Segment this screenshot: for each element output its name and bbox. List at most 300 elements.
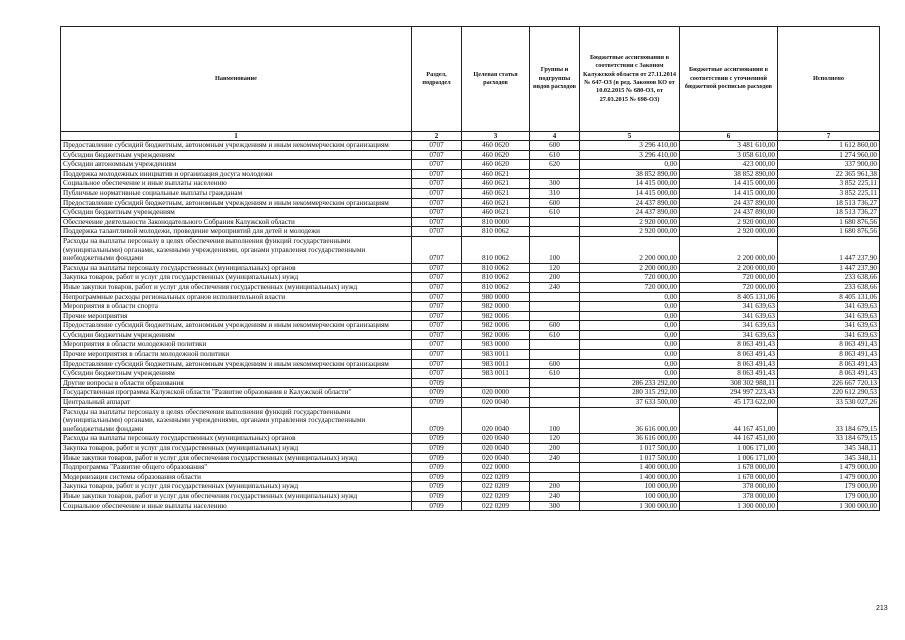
row-executed-cell: 1 447 237,90 [778,263,880,273]
row-revised-cell: 8 405 131,06 [680,292,778,302]
row-approved-cell: 14 415 000,00 [580,188,680,198]
row-approved-cell: 2 200 000,00 [580,263,680,273]
row-section-cell: 0707 [412,282,462,292]
row-target-cell: 460 0621 [462,169,530,179]
row-revised-cell: 14 415 000,00 [680,179,778,189]
row-section-cell: 0707 [412,198,462,208]
row-section-cell: 0709 [412,398,462,408]
row-revised-cell: 341 639,63 [680,321,778,331]
row-approved-cell: 0,00 [580,369,680,379]
table-row [61,444,880,454]
row-revised-cell: 720 000,00 [680,273,778,283]
row-section-cell: 0707 [412,208,462,218]
row-approved-cell: 24 437 890,00 [580,198,680,208]
row-target-cell: 022 0209 [462,501,530,511]
row-executed-cell: 1 300 000,00 [778,501,880,511]
row-name-cell: Расходы на выплаты персоналу в целях обеспечения выполнения функций государственными (муниципальными) органами, казенными учреждениями, органами управления государственными внебюджетными фондами [61,407,412,434]
row-approved-cell: 280 315 292,00 [580,388,680,398]
row-section-cell: 0707 [412,302,462,312]
row-approved-cell: 3 296 410,00 [580,150,680,160]
row-group-cell [530,340,580,350]
table-row [61,208,880,218]
row-name-cell: Центральный аппарат [61,398,412,408]
table-row [61,150,880,160]
row-revised-cell: 8 063 491,43 [680,359,778,369]
row-name-cell: Социальное обеспечение и иные выплаты населению [61,179,412,189]
row-name-cell: Расходы на выплаты персоналу государственных (муниципальных) органов [61,263,412,273]
row-section-cell: 0707 [412,188,462,198]
row-revised-cell: 341 639,63 [680,330,778,340]
budget-sheet [60,26,879,511]
table-row [61,463,880,473]
table-row [61,359,880,369]
row-revised-cell: 8 063 491,43 [680,350,778,360]
row-section-cell: 0707 [412,369,462,379]
row-executed-cell: 22 365 961,38 [778,169,880,179]
table-row [61,453,880,463]
row-target-cell: 020 0000 [462,388,530,398]
row-section-cell: 0707 [412,292,462,302]
row-target-cell: 810 0062 [462,263,530,273]
row-name-cell: Расходы на выплаты персоналу в целях обеспечения выполнения функций государственными (муниципальными) органами, казенными учреждениями, органами управления государственными внебюджетными фондами [61,236,412,263]
row-revised-cell: 45 173 622,00 [680,398,778,408]
row-group-cell: 610 [530,208,580,218]
row-target-cell: 982 0000 [462,302,530,312]
table-row [61,350,880,360]
row-revised-cell: 2 920 000,00 [680,227,778,237]
row-name-cell: Мероприятия в области молодежной политики [61,340,412,350]
row-approved-cell: 0,00 [580,311,680,321]
row-target-cell: 022 0209 [462,482,530,492]
row-group-cell [530,227,580,237]
row-approved-cell: 0,00 [580,330,680,340]
table-row [61,282,880,292]
budget-table [60,26,880,511]
row-name-cell: Мероприятия в области спорта [61,302,412,312]
row-executed-cell: 1 612 860,00 [778,141,880,151]
row-section-cell: 0707 [412,150,462,160]
row-executed-cell: 33 184 679,15 [778,407,880,434]
table-row [61,378,880,388]
row-revised-cell: 341 639,63 [680,302,778,312]
row-target-cell: 460 0620 [462,150,530,160]
row-name-cell: Государственная программа Калужской области "Развитие образования в Калужской области" [61,388,412,398]
row-approved-cell: 0,00 [580,292,680,302]
row-approved-cell: 0,00 [580,302,680,312]
row-name-cell: Поддержка молодежных инициатив и организация досуга молодежи [61,169,412,179]
row-group-cell: 610 [530,150,580,160]
row-group-cell: 120 [530,263,580,273]
row-section-cell: 0707 [412,160,462,170]
row-target-cell: 460 0621 [462,188,530,198]
table-row [61,236,880,263]
table-row [61,227,880,237]
row-group-cell: 200 [530,273,580,283]
row-executed-cell: 8 063 491,43 [778,359,880,369]
row-executed-cell: 220 612 290,53 [778,388,880,398]
table-row [61,472,880,482]
row-executed-cell: 8 063 491,43 [778,340,880,350]
row-approved-cell: 2 920 000,00 [580,227,680,237]
row-executed-cell: 33 530 027,26 [778,398,880,408]
row-approved-cell: 14 415 000,00 [580,179,680,189]
row-name-cell: Непрограммные расходы региональных органов исполнительной власти [61,292,412,302]
row-revised-cell: 378 000,00 [680,482,778,492]
row-target-cell: 983 0000 [462,340,530,350]
row-group-cell: 300 [530,179,580,189]
row-revised-cell: 8 063 491,43 [680,369,778,379]
row-revised-cell: 341 639,63 [680,311,778,321]
row-name-cell: Иные закупки товаров, работ и услуг для обеспечения государственных (муниципальных) нужд [61,282,412,292]
row-name-cell: Субсидии бюджетным учреждениям [61,150,412,160]
row-section-cell: 0709 [412,388,462,398]
row-group-cell: 600 [530,321,580,331]
row-executed-cell: 233 638,66 [778,273,880,283]
row-executed-cell: 341 639,63 [778,330,880,340]
row-approved-cell: 0,00 [580,340,680,350]
row-section-cell: 0707 [412,359,462,369]
row-target-cell: 460 0621 [462,208,530,218]
table-row [61,292,880,302]
header-approved: Бюджетные ассигнования в соответствии с Законом Калужской области от 27.11.2014 № 647-ОЗ (в ред. Законов КО от 10.02.2015 № 680-ОЗ, от 27.03.2015 № 698-ОЗ) [580,27,680,132]
row-revised-cell: 14 415 000,00 [680,188,778,198]
header-section: Раздел, подраздел [412,27,462,132]
table-row [61,179,880,189]
row-revised-cell: 308 302 988,11 [680,378,778,388]
row-revised-cell: 2 200 000,00 [680,236,778,263]
row-approved-cell: 1 017 500,00 [580,444,680,454]
row-executed-cell: 341 639,63 [778,311,880,321]
row-name-cell: Субсидии бюджетным учреждениям [61,369,412,379]
row-executed-cell: 1 479 000,00 [778,463,880,473]
row-group-cell [530,311,580,321]
row-section-cell: 0709 [412,444,462,454]
row-group-cell [530,463,580,473]
row-target-cell: 020 0040 [462,453,530,463]
row-section-cell: 0707 [412,330,462,340]
row-target-cell: 020 0040 [462,434,530,444]
row-section-cell: 0709 [412,463,462,473]
row-section-cell: 0707 [412,340,462,350]
row-name-cell: Социальное обеспечение и иные выплаты населению [61,501,412,511]
column-number: 1 [61,132,412,141]
row-executed-cell: 226 667 720,13 [778,378,880,388]
row-approved-cell: 0,00 [580,359,680,369]
row-revised-cell: 24 437 890,00 [680,198,778,208]
row-revised-cell: 2 200 000,00 [680,263,778,273]
row-name-cell: Закупка товаров, работ и услуг для государственных (муниципальных) нужд [61,273,412,283]
table-row [61,198,880,208]
row-target-cell: 460 0620 [462,160,530,170]
row-group-cell [530,398,580,408]
row-group-cell: 600 [530,359,580,369]
row-group-cell: 240 [530,491,580,501]
row-name-cell: Подпрограмма "Развитие общего образования" [61,463,412,473]
row-section-cell: 0707 [412,321,462,331]
row-revised-cell: 8 063 491,43 [680,340,778,350]
row-group-cell: 610 [530,330,580,340]
row-group-cell [530,350,580,360]
row-target-cell: 810 0062 [462,227,530,237]
header-target: Целевая статья расходов [462,27,530,132]
row-revised-cell: 294 997 223,43 [680,388,778,398]
table-row [61,482,880,492]
row-approved-cell: 1 400 000,00 [580,463,680,473]
row-approved-cell: 286 233 292,00 [580,378,680,388]
column-number: 5 [580,132,680,141]
row-target-cell: 460 0621 [462,179,530,189]
row-group-cell: 600 [530,198,580,208]
row-section-cell: 0709 [412,453,462,463]
row-revised-cell: 1 678 000,00 [680,463,778,473]
table-row [61,369,880,379]
row-section-cell: 0707 [412,227,462,237]
row-target-cell: 982 0006 [462,321,530,331]
row-target-cell: 022 0000 [462,463,530,473]
row-executed-cell: 33 184 679,15 [778,434,880,444]
row-target-cell: 983 0011 [462,359,530,369]
row-group-cell: 240 [530,453,580,463]
row-approved-cell: 0,00 [580,160,680,170]
row-section-cell: 0709 [412,482,462,492]
table-row [61,217,880,227]
row-executed-cell: 1 479 000,00 [778,472,880,482]
row-name-cell: Субсидии бюджетным учреждениям [61,208,412,218]
row-name-cell: Иные закупки товаров, работ и услуг для обеспечения государственных (муниципальных) нужд [61,453,412,463]
row-approved-cell: 1 300 000,00 [580,501,680,511]
table-header-row [61,27,880,132]
table-row [61,160,880,170]
row-executed-cell: 8 405 131,06 [778,292,880,302]
row-target-cell: 983 0011 [462,369,530,379]
row-executed-cell: 337 900,00 [778,160,880,170]
table-row [61,311,880,321]
row-target-cell: 982 0006 [462,311,530,321]
row-section-cell: 0709 [412,407,462,434]
row-executed-cell: 1 447 237,90 [778,236,880,263]
row-section-cell: 0707 [412,236,462,263]
row-section-cell: 0709 [412,472,462,482]
row-name-cell: Предоставление субсидий бюджетным, автономным учреждениям и иным некоммерческим организациям [61,321,412,331]
row-target-cell: 810 0062 [462,273,530,283]
row-group-cell [530,378,580,388]
row-executed-cell: 3 852 225,11 [778,179,880,189]
row-group-cell: 200 [530,444,580,454]
row-executed-cell: 345 348,11 [778,444,880,454]
row-section-cell: 0709 [412,378,462,388]
row-executed-cell: 341 639,63 [778,302,880,312]
table-row [61,491,880,501]
row-name-cell: Предоставление субсидий бюджетным, автономным учреждениям и иным некоммерческим организациям [61,198,412,208]
row-target-cell: 460 0621 [462,198,530,208]
row-name-cell: Другие вопросы в области образования [61,378,412,388]
row-name-cell: Публичные нормативные социальные выплаты гражданам [61,188,412,198]
row-group-cell [530,169,580,179]
row-target-cell: 022 0209 [462,472,530,482]
row-executed-cell: 233 638,66 [778,282,880,292]
row-approved-cell: 24 437 890,00 [580,208,680,218]
header-revised: Бюджетные ассигнования в соответствии с уточненной бюджетной росписью расходов [680,27,778,132]
row-group-cell: 610 [530,369,580,379]
row-section-cell: 0709 [412,501,462,511]
row-approved-cell: 2 920 000,00 [580,217,680,227]
table-row [61,407,880,434]
row-name-cell: Закупка товаров, работ и услуг для государственных (муниципальных) нужд [61,482,412,492]
row-revised-cell: 423 000,00 [680,160,778,170]
row-approved-cell: 37 633 500,00 [580,398,680,408]
row-section-cell: 0709 [412,434,462,444]
row-executed-cell: 18 513 736,27 [778,198,880,208]
row-target-cell: 020 0040 [462,444,530,454]
row-revised-cell: 44 167 451,00 [680,407,778,434]
row-executed-cell: 341 639,63 [778,321,880,331]
row-group-cell [530,302,580,312]
row-approved-cell: 1 017 500,00 [580,453,680,463]
row-group-cell [530,472,580,482]
row-revised-cell: 24 437 890,00 [680,208,778,218]
row-approved-cell: 100 000,00 [580,482,680,492]
row-name-cell: Модернизация системы образования области [61,472,412,482]
row-approved-cell: 38 852 890,00 [580,169,680,179]
row-target-cell: 020 0040 [462,398,530,408]
row-revised-cell: 2 920 000,00 [680,217,778,227]
table-row [61,169,880,179]
row-group-cell: 100 [530,236,580,263]
row-section-cell: 0707 [412,350,462,360]
row-section-cell: 0707 [412,169,462,179]
row-approved-cell: 100 000,00 [580,491,680,501]
row-name-cell: Предоставление субсидий бюджетным, автономным учреждениям и иным некоммерческим организациям [61,359,412,369]
table-row [61,141,880,151]
table-row [61,398,880,408]
row-group-cell: 310 [530,188,580,198]
row-section-cell: 0707 [412,273,462,283]
row-approved-cell: 3 296 410,00 [580,141,680,151]
row-group-cell: 100 [530,407,580,434]
row-name-cell: Закупка товаров, работ и услуг для государственных (муниципальных) нужд [61,444,412,454]
row-executed-cell: 179 000,00 [778,482,880,492]
row-revised-cell: 1 678 000,00 [680,472,778,482]
row-target-cell: 020 0040 [462,407,530,434]
row-executed-cell: 8 063 491,43 [778,350,880,360]
row-section-cell: 0707 [412,141,462,151]
row-target-cell: 980 0000 [462,292,530,302]
row-name-cell: Поддержка талантливой молодежи, проведение мероприятий для детей и молодежи [61,227,412,237]
row-approved-cell: 720 000,00 [580,273,680,283]
column-number: 4 [530,132,580,141]
row-group-cell [530,292,580,302]
row-name-cell: Субсидии бюджетным учреждениям [61,330,412,340]
row-group-cell: 600 [530,141,580,151]
row-approved-cell: 36 616 000,00 [580,407,680,434]
row-target-cell: 022 0209 [462,491,530,501]
table-row [61,321,880,331]
row-section-cell: 0709 [412,491,462,501]
row-target-cell: 982 0006 [462,330,530,340]
row-approved-cell: 720 000,00 [580,282,680,292]
row-approved-cell: 0,00 [580,350,680,360]
row-revised-cell: 378 000,00 [680,491,778,501]
row-name-cell: Прочие мероприятия в области молодежной политики [61,350,412,360]
row-revised-cell: 720 000,00 [680,282,778,292]
row-section-cell: 0707 [412,179,462,189]
column-number: 3 [462,132,530,141]
row-group-cell [530,388,580,398]
row-target-cell [462,378,530,388]
row-executed-cell: 18 513 736,27 [778,208,880,218]
column-number: 6 [680,132,778,141]
row-approved-cell: 36 616 000,00 [580,434,680,444]
row-name-cell: Иные закупки товаров, работ и услуг для обеспечения государственных (муниципальных) нужд [61,491,412,501]
row-revised-cell: 1 006 171,00 [680,453,778,463]
table-row [61,302,880,312]
row-approved-cell: 1 400 000,00 [580,472,680,482]
row-revised-cell: 3 481 610,00 [680,141,778,151]
table-row [61,434,880,444]
row-executed-cell: 3 852 225,11 [778,188,880,198]
column-number: 2 [412,132,462,141]
header-group: Группы и подгруппы видов расходов [530,27,580,132]
row-executed-cell: 1 680 876,56 [778,217,880,227]
row-revised-cell: 1 006 171,00 [680,444,778,454]
row-section-cell: 0707 [412,263,462,273]
row-approved-cell: 0,00 [580,321,680,331]
table-row [61,330,880,340]
row-revised-cell: 38 852 890,00 [680,169,778,179]
table-row [61,273,880,283]
row-revised-cell: 3 058 610,00 [680,150,778,160]
row-group-cell: 240 [530,282,580,292]
row-executed-cell: 179 000,00 [778,491,880,501]
table-body [61,141,880,511]
header-name: Наименование [61,27,412,132]
row-name-cell: Обеспечение деятельности Законодательного Собрания Калужской области [61,217,412,227]
page-number: 213 [876,605,888,612]
row-section-cell: 0707 [412,311,462,321]
row-group-cell [530,217,580,227]
row-target-cell: 810 0062 [462,282,530,292]
row-executed-cell: 8 063 491,43 [778,369,880,379]
row-name-cell: Предоставление субсидий бюджетным, автономным учреждениям и иным некоммерческим организациям [61,141,412,151]
column-number-row [61,132,880,141]
row-name-cell: Расходы на выплаты персоналу государственных (муниципальных) органов [61,434,412,444]
row-name-cell: Прочие мероприятия [61,311,412,321]
row-target-cell: 810 0000 [462,217,530,227]
row-executed-cell: 1 680 876,56 [778,227,880,237]
row-revised-cell: 1 300 000,00 [680,501,778,511]
row-target-cell: 460 0620 [462,141,530,151]
row-revised-cell: 44 167 451,00 [680,434,778,444]
table-row [61,263,880,273]
column-number: 7 [778,132,880,141]
table-row [61,388,880,398]
row-group-cell: 300 [530,501,580,511]
table-row [61,501,880,511]
header-executed: Исполнено [778,27,880,132]
row-name-cell: Субсидии автономным учреждениям [61,160,412,170]
row-group-cell: 200 [530,482,580,492]
row-group-cell: 120 [530,434,580,444]
table-row [61,340,880,350]
row-target-cell: 810 0062 [462,236,530,263]
row-target-cell: 983 0011 [462,350,530,360]
row-approved-cell: 2 200 000,00 [580,236,680,263]
row-section-cell: 0707 [412,217,462,227]
table-row [61,188,880,198]
row-group-cell: 620 [530,160,580,170]
row-executed-cell: 345 348,11 [778,453,880,463]
row-executed-cell: 1 274 960,00 [778,150,880,160]
